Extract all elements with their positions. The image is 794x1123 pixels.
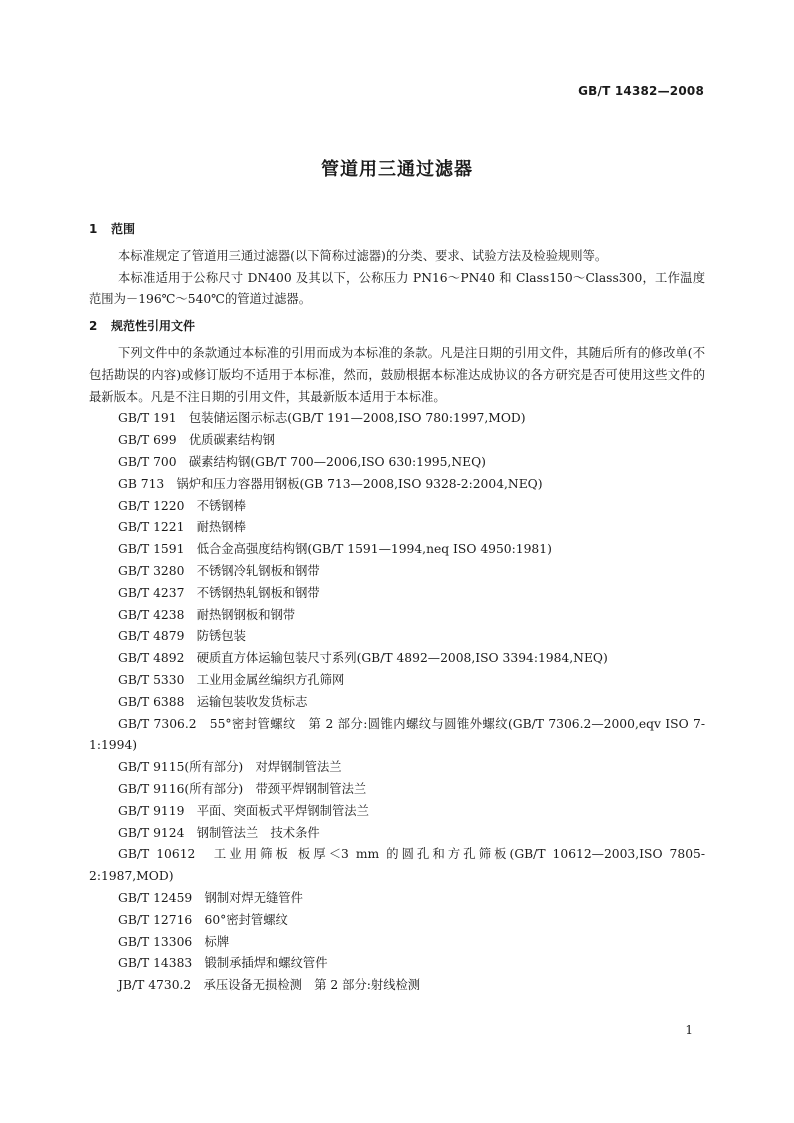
reference-item: GB/T 4879 防锈包装 bbox=[118, 629, 246, 644]
reference-item: GB/T 1220 不锈钢棒 bbox=[118, 498, 246, 513]
section-2-heading bbox=[89, 316, 705, 338]
document-title: 管道用三通过滤器 bbox=[321, 159, 473, 180]
section-2-title: 规范性引用文件 bbox=[111, 319, 196, 334]
scope-paragraph-2: 本标准适用于公称尺寸 DN400 及其以下，公称压力 PN16～PN40 和 Class150～Class300，工作温度范围为－196℃～540℃的管道过滤器。 bbox=[89, 270, 705, 307]
reference-item: GB/T 4238 耐热钢钢板和钢带 bbox=[118, 607, 296, 622]
standard-code: GB/T 14382—2008 bbox=[578, 84, 704, 98]
reference-item: GB/T 6388 运输包装收发货标志 bbox=[118, 694, 308, 709]
reference-item: GB/T 9116(所有部分) 带颈平焊钢制管法兰 bbox=[118, 781, 367, 796]
reference-item: GB/T 4892 硬质直方体运输包装尺寸系列(GB/T 4892—2008,ISO 3394:1984,NEQ) bbox=[118, 651, 608, 666]
reference-item: GB/T 13306 标牌 bbox=[118, 934, 230, 949]
reference-item: GB/T 1221 耐热钢棒 bbox=[118, 520, 246, 535]
reference-item: GB/T 4237 不锈钢热轧钢板和钢带 bbox=[118, 585, 320, 600]
document-body bbox=[89, 219, 705, 997]
reference-item: GB/T 7306.2 55°密封管螺纹 第 2 部分:圆锥内螺纹与圆锥外螺纹(GB/T 7306.2—2000,eqv ISO 7-1:1994) bbox=[89, 716, 705, 753]
reference-item: GB/T 10612 工业用筛板 板厚＜3 mm 的圆孔和方孔筛板(GB/T 10612—2003,ISO 7805-2:1987,MOD) bbox=[89, 847, 705, 884]
reference-item: GB/T 12459 钢制对焊无缝管件 bbox=[118, 890, 303, 905]
reference-item: GB/T 14383 锻制承插焊和螺纹管件 bbox=[118, 956, 328, 971]
reference-item: GB/T 3280 不锈钢冷轧钢板和钢带 bbox=[118, 563, 320, 578]
reference-item: GB/T 699 优质碳素结构钢 bbox=[118, 433, 275, 448]
reference-item: GB/T 5330 工业用金属丝编织方孔筛网 bbox=[118, 672, 345, 687]
reference-item: GB/T 700 碳素结构钢(GB/T 700—2006,ISO 630:1995,NEQ) bbox=[118, 454, 486, 469]
section-1-heading bbox=[89, 219, 705, 241]
references-intro: 下列文件中的条款通过本标准的引用而成为本标准的条款。凡是注日期的引用文件，其随后所有的修改单(不包括勘误的内容)或修订版均不适用于本标准，然而，鼓励根据本标准达成协议的各方研究是否可使用这些文件的最新版本。凡是不注日期的引用文件，其最新版本适用于本标准。 bbox=[89, 345, 705, 404]
reference-item: GB/T 9119 平面、突面板式平焊钢制管法兰 bbox=[118, 803, 369, 818]
reference-item: GB/T 1591 低合金高强度结构钢(GB/T 1591—1994,neq ISO 4950:1981) bbox=[118, 542, 552, 557]
scope-paragraph-1: 本标准规定了管道用三通过滤器(以下简称过滤器)的分类、要求、试验方法及检验规则等。 bbox=[118, 248, 608, 263]
section-2-number: 2 bbox=[89, 319, 98, 334]
reference-item: JB/T 4730.2 承压设备无损检测 第 2 部分:射线检测 bbox=[118, 978, 421, 993]
reference-item: GB/T 12716 60°密封管螺纹 bbox=[118, 912, 288, 927]
reference-item: GB 713 锅炉和压力容器用钢板(GB 713—2008,ISO 9328-2:2004,NEQ) bbox=[118, 476, 543, 491]
section-1-number: 1 bbox=[89, 222, 98, 236]
section-1-title: 范围 bbox=[111, 222, 136, 236]
reference-item: GB/T 9124 钢制管法兰 技术条件 bbox=[118, 825, 320, 840]
reference-item: GB/T 9115(所有部分) 对焊钢制管法兰 bbox=[118, 760, 342, 775]
page-number: 1 bbox=[685, 1023, 693, 1037]
reference-item: GB/T 191 包装储运图示标志(GB/T 191—2008,ISO 780:1997,MOD) bbox=[118, 411, 526, 426]
